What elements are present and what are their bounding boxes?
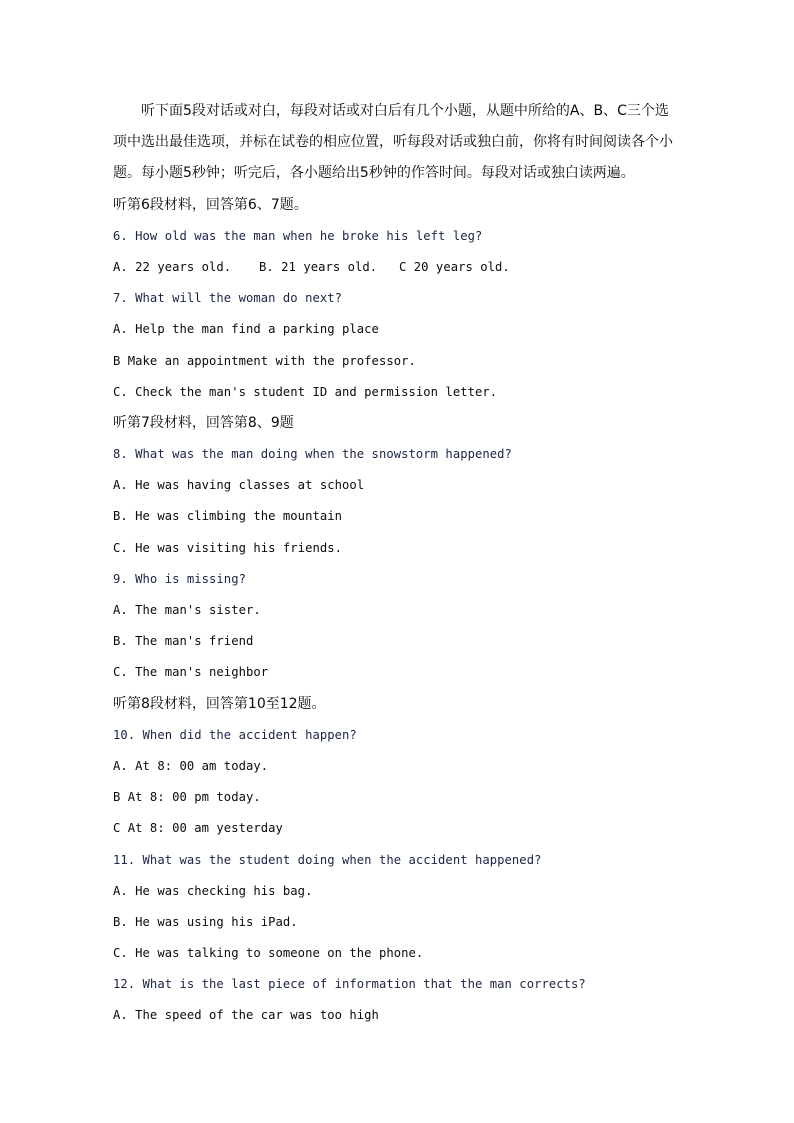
option-a: A. The man's sister.: [113, 603, 261, 617]
document-body: [113, 96, 688, 1032]
option-b: B. 21 years old.: [259, 259, 378, 274]
option-b: B Make an appointment with the professor.: [113, 353, 416, 368]
option-c: C 20 years old.: [399, 259, 510, 274]
question-10: 10. When did the accident happen?: [113, 727, 357, 742]
question-9: 9. Who is missing?: [113, 571, 246, 586]
option-a: A. 22 years old.: [113, 259, 232, 274]
option-b: B At 8: 00 pm today.: [113, 790, 261, 805]
option-c: C. He was visiting his friends.: [113, 540, 343, 555]
question-6: 6. How old was the man when he broke his left leg?: [113, 228, 483, 243]
question-12: 12. What is the last piece of information that the man corrects?: [113, 977, 586, 992]
option-c: C At 8: 00 am yesterday: [113, 821, 283, 836]
instructions-line-1: 听下面5段对话或对白，每段对话或对白后有几个小题，从题中所给的A、B、C三个选: [141, 103, 669, 119]
section-heading: 听第8段材料，回答第10至12题。: [113, 695, 326, 712]
question-8: 8. What was the man doing when the snowstorm happened?: [113, 447, 512, 462]
option-b: B. He was climbing the mountain: [113, 509, 343, 524]
option-c: C. The man's neighbor: [113, 665, 269, 680]
question-6-options: [113, 252, 688, 283]
option-c: C. He was talking to someone on the phone.: [113, 946, 424, 961]
question-7: 7. What will the woman do next?: [113, 291, 343, 306]
option-a: A. Help the man find a parking place: [113, 322, 379, 337]
instructions-line-2: 项中选出最佳选项，并标在试卷的相应位置，听每段对话或独白前，你将有时间阅读各个小: [113, 134, 673, 151]
option-a: A. He was having classes at school: [113, 478, 365, 493]
option-b: B. He was using his iPad.: [113, 914, 298, 929]
section-heading: 听第6段材料，回答第6、7题。: [113, 196, 308, 213]
option-a: A. The speed of the car was too high: [113, 1008, 379, 1023]
section-heading: 听第7段材料，回答第8、9题: [113, 414, 294, 431]
question-11: 11. What was the student doing when the accident happened?: [113, 852, 542, 867]
instructions-line-3: 题。每小题5秒钟；听完后，各小题给出5秒钟的作答时间。每段对话或独白读两遍。: [113, 165, 635, 182]
option-c: C. Check the man's student ID and permission letter.: [113, 384, 498, 399]
option-a: A. He was checking his bag.: [113, 883, 313, 898]
option-a: A. At 8: 00 am today.: [113, 758, 269, 773]
option-b: B. The man's friend: [113, 634, 254, 649]
